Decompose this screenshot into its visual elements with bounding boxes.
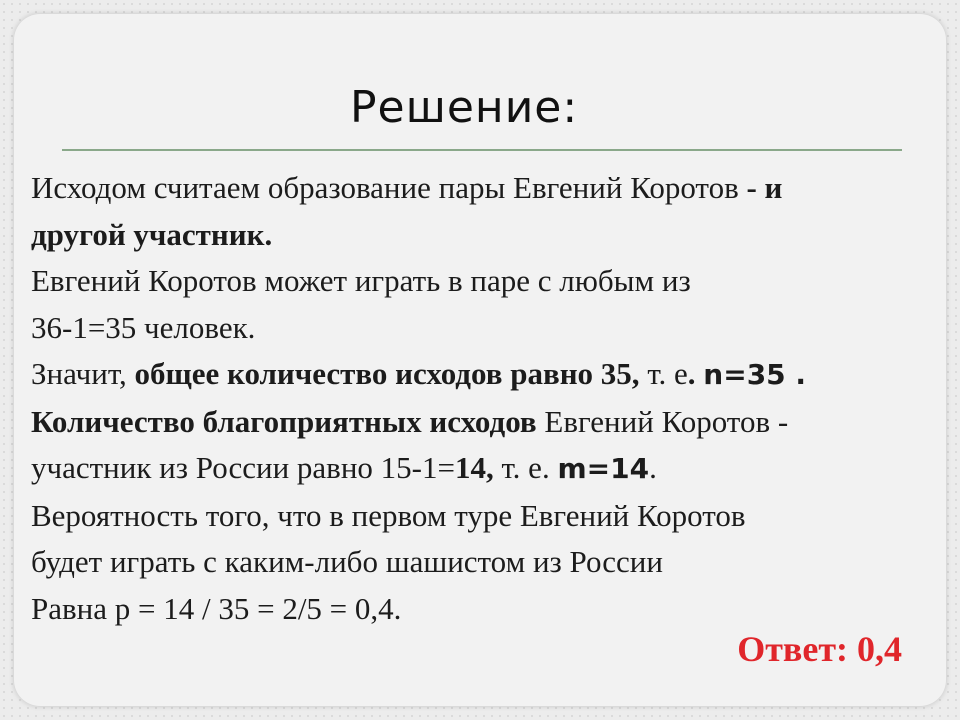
solution-line-2 xyxy=(31,212,946,259)
formula-n: n=35 . xyxy=(703,358,807,391)
bold-segment: общее количество исходов равно 35, xyxy=(134,356,640,391)
bold-segment: - и xyxy=(746,170,783,205)
title-divider xyxy=(62,149,902,151)
text-segment: Значит, xyxy=(31,356,135,391)
text-segment: . xyxy=(649,450,657,485)
slide-title: Решение: xyxy=(350,82,579,133)
solution-line-1 xyxy=(31,165,946,212)
bold-segment: 14, xyxy=(454,450,494,485)
solution-line-8: Вероятность того, что в первом туре Евгений Коротов xyxy=(31,497,746,533)
solution-line-9: будет играть с каким-либо шашистом из России xyxy=(31,544,663,579)
formula-m: m=14 xyxy=(557,452,650,485)
solution-line-3: Евгений Коротов может играть в паре с любым из xyxy=(31,263,691,298)
solution-line-4: 36-1=35 человек. xyxy=(31,309,256,345)
solution-line-7 xyxy=(31,445,946,493)
text-segment: Исходом считаем образование пары Евгений Коротов xyxy=(31,170,747,205)
bold-segment: . xyxy=(687,356,704,391)
text-segment: т. е. xyxy=(493,450,558,485)
text-segment: участник из России равно 15-1= xyxy=(31,450,455,485)
solution-line-6 xyxy=(31,399,946,446)
solution-line-10: Равна р = 14 / 35 = 2/5 = 0,4. xyxy=(31,590,402,626)
answer-label: Ответ: 0,4 xyxy=(737,629,902,669)
solution-line-5 xyxy=(31,351,946,399)
text-segment: т. е xyxy=(639,356,688,391)
text-segment: Евгений Коротов - xyxy=(536,403,789,439)
solution-text xyxy=(31,165,946,632)
bold-segment: другой участник. xyxy=(31,216,273,252)
bold-segment: Количество благоприятных исходов xyxy=(31,403,537,439)
